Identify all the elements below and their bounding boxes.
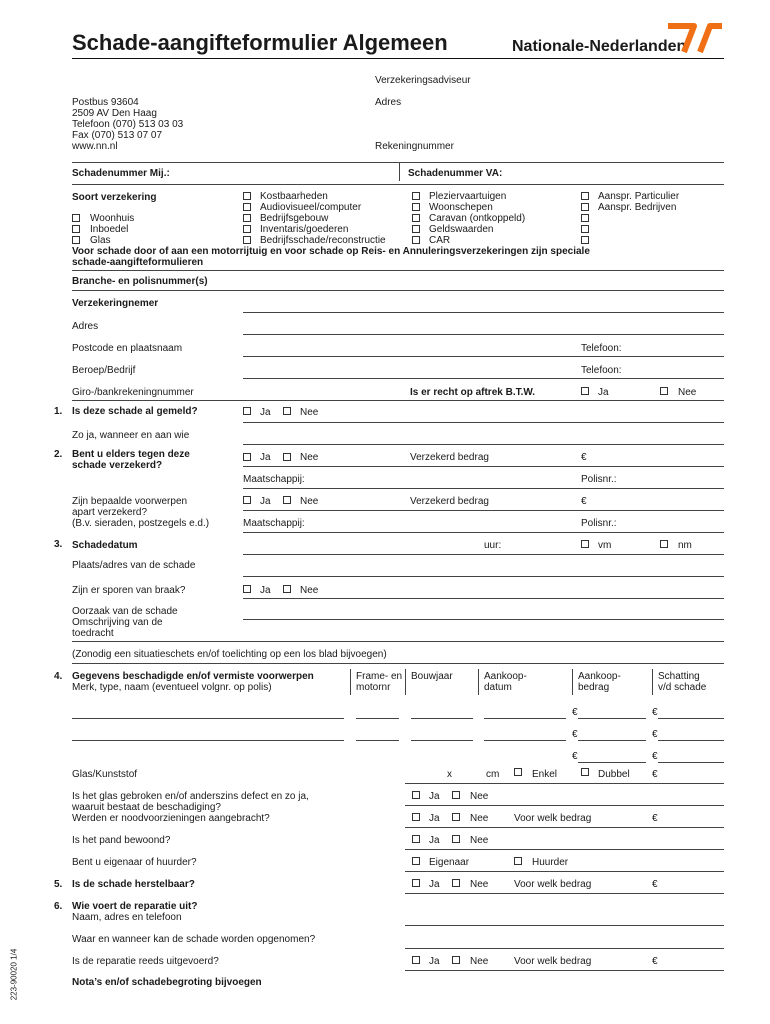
item-line[interactable] (658, 762, 724, 763)
bewoond-nee-checkbox[interactable] (452, 835, 460, 843)
polisnr-label: Polisnr.: (581, 518, 617, 529)
page-title: Schade-aangifteformulier Algemeen (72, 30, 448, 55)
checkbox-caravan[interactable] (412, 214, 420, 222)
euro-sign: € (572, 751, 578, 762)
checkbox-label: Ja (260, 496, 271, 507)
q1-text: Is deze schade al gemeld? (72, 406, 198, 417)
oorzaak-line[interactable] (72, 641, 724, 642)
glas-ja-checkbox[interactable] (412, 791, 420, 799)
plaats-label: Plaats/adres van de schade (72, 560, 196, 571)
x-label: x (447, 769, 452, 780)
beroep-line[interactable] (243, 378, 724, 379)
col-aankoopdatum: Aankoop- datum (484, 671, 527, 693)
item-line[interactable] (356, 718, 399, 719)
huurder-checkbox[interactable] (514, 857, 522, 865)
checkbox-label: Ja (260, 585, 271, 596)
item-line[interactable] (578, 718, 646, 719)
q6-number: 6. (54, 901, 63, 912)
voorwerpen-label: Zijn bepaalde voorwerpen apart verzekerd? (B.v. sieraden, postzegels e.d.) (72, 496, 210, 529)
herstel-nee-checkbox[interactable] (452, 879, 460, 887)
eigenaar-checkbox[interactable] (412, 857, 420, 865)
checkbox-label: Glas (90, 235, 111, 246)
checkbox-label: vm (598, 540, 612, 551)
motor-note: Voor schade door of aan een motorrijtuig en voor schade op Reis- en Annuleringsverzekeringen zijn speciale (72, 246, 590, 257)
checkbox-label: Enkel (532, 769, 558, 780)
bewoond-label: Is het pand bewoond? (72, 835, 171, 846)
checkbox-label: Ja (429, 835, 440, 846)
voor-welk-bedrag-label: Voor welk bedrag (514, 879, 592, 890)
item-line[interactable] (578, 762, 646, 763)
checkbox-label: Inboedel (90, 224, 129, 235)
branche-label: Branche- en polisnummer(s) (72, 276, 208, 287)
voorwerpen-nee-checkbox[interactable] (283, 496, 291, 504)
checkbox-label: Nee (300, 585, 319, 596)
checkbox-geldswaarden[interactable] (412, 225, 420, 233)
q2-number: 2. (54, 449, 63, 460)
item-line[interactable] (72, 718, 344, 719)
address-line: Postbus 93604 (72, 97, 139, 108)
euro-sign: € (581, 496, 587, 507)
checkbox-label: Ja (260, 452, 271, 463)
q2-ja-checkbox[interactable] (243, 453, 251, 461)
herstel-ja-checkbox[interactable] (412, 879, 420, 887)
uitgevoerd-ja-checkbox[interactable] (412, 956, 420, 964)
q2-nee-checkbox[interactable] (283, 453, 291, 461)
nota-label: Nota’s en/of schadebegroting bijvoegen (72, 977, 262, 988)
euro-sign: € (652, 751, 658, 762)
checkbox-label: Nee (470, 879, 489, 890)
q1-when-label: Zo ja, wanneer en aan wie (72, 430, 190, 441)
glas-nee-checkbox[interactable] (452, 791, 460, 799)
checkbox-pleziervaartuigen[interactable] (412, 192, 420, 200)
checkbox-glas[interactable] (72, 236, 80, 244)
q1-number: 1. (54, 406, 63, 417)
euro-sign: € (652, 813, 658, 824)
checkbox-extra-2[interactable] (581, 225, 589, 233)
euro-sign: € (572, 729, 578, 740)
rekeningnummer-label: Rekeningnummer (375, 141, 454, 152)
checkbox-bedrijfsschade[interactable] (243, 236, 251, 244)
glas-label: Glas/Kunststof (72, 769, 138, 780)
waar-label: Waar en wanneer kan de schade worden opgenomen? (72, 934, 316, 945)
item-line[interactable] (658, 740, 724, 741)
uitgevoerd-nee-checkbox[interactable] (452, 956, 460, 964)
checkbox-label: Eigenaar (429, 857, 470, 868)
zonodig-note: (Zonodig een situatieschets en/of toelichting op een los blad bijvoegen) (72, 649, 387, 660)
vm-checkbox[interactable] (581, 540, 589, 548)
verzekerd-bedrag-label: Verzekerd bedrag (410, 496, 489, 507)
nood-nee-checkbox[interactable] (452, 813, 460, 821)
q1-when-line[interactable] (243, 444, 724, 445)
checkbox-inboedel[interactable] (72, 225, 80, 233)
checkbox-label: Bedrijfsgebouw (260, 213, 329, 224)
q5-number: 5. (54, 879, 63, 890)
checkbox-label: Ja (598, 387, 609, 398)
eigenaar-question: Bent u eigenaar of huurder? (72, 857, 197, 868)
euro-sign: € (652, 707, 658, 718)
checkbox-label: Nee (300, 496, 319, 507)
postcode-line[interactable] (243, 356, 724, 357)
checkbox-label: Nee (470, 791, 489, 802)
nm-checkbox[interactable] (660, 540, 668, 548)
checkbox-label: Woonhuis (90, 213, 135, 224)
checkbox-kostbaarheden[interactable] (243, 192, 251, 200)
nn-logo-icon (664, 22, 724, 54)
maatschappij-label: Maatschappij: (243, 518, 305, 529)
checkbox-label: Inventaris/goederen (260, 224, 349, 235)
beroep-label: Beroep/Bedrijf (72, 365, 136, 376)
address-line: 2509 AV Den Haag (72, 108, 157, 119)
adres-line[interactable] (243, 334, 724, 335)
adres-label: Adres (72, 321, 99, 332)
checkbox-label: Ja (429, 879, 440, 890)
checkbox-label: Nee (470, 813, 489, 824)
checkbox-label: Audiovisueel/computer (260, 202, 362, 213)
verzekerd-bedrag-label: Verzekerd bedrag (410, 452, 489, 463)
q4-number: 4. (54, 671, 63, 682)
glas-line[interactable] (405, 783, 724, 784)
checkbox-label: Aanspr. Bedrijven (598, 202, 677, 213)
cm-label: cm (486, 769, 500, 780)
item-line[interactable] (484, 740, 566, 741)
oorzaak-label: Oorzaak van de schade Omschrijving van de toedracht (72, 606, 178, 639)
polisnr-label: Polisnr.: (581, 474, 617, 485)
col-schatting: Schatting v/d schade (658, 671, 707, 693)
voorwerpen-ja-checkbox[interactable] (243, 496, 251, 504)
checkbox-label: Nee (300, 407, 319, 418)
checkbox-label: Kostbaarheden (260, 191, 328, 202)
oorzaak-line[interactable] (243, 619, 724, 620)
address-line: www.nn.nl (72, 141, 118, 152)
side-code: 223-90020 1/4 (9, 948, 19, 1001)
item-line[interactable] (658, 718, 724, 719)
checkbox-label: Ja (429, 813, 440, 824)
reparatie-line[interactable] (405, 925, 724, 926)
checkbox-label: Dubbel (598, 769, 630, 780)
telefoon-label: Telefoon: (581, 343, 622, 354)
checkbox-label: Pleziervaartuigen (429, 191, 507, 202)
checkbox-aanspr-bedrijven[interactable] (581, 203, 589, 211)
checkbox-extra-1[interactable] (581, 214, 589, 222)
euro-sign: € (652, 769, 658, 780)
q1-ja-checkbox[interactable] (243, 407, 251, 415)
checkbox-label: Ja (429, 791, 440, 802)
item-line[interactable] (356, 740, 399, 741)
col-aankoopbedrag: Aankoop- bedrag (578, 671, 621, 693)
checkbox-label: Woonschepen (429, 202, 493, 213)
maatschappij-label: Maatschappij: (243, 474, 305, 485)
schadenummer-mij: Schadenummer Mij.: (72, 168, 170, 179)
checkbox-woonschepen[interactable] (412, 203, 420, 211)
postcode-label: Postcode en plaatsnaam (72, 343, 183, 354)
item-line[interactable] (484, 718, 566, 719)
euro-sign: € (572, 707, 578, 718)
euro-sign: € (652, 879, 658, 890)
item-line[interactable] (578, 740, 646, 741)
schadenummer-va: Schadenummer VA: (408, 168, 503, 179)
q3-number: 3. (54, 539, 63, 550)
adres-header-label: Adres (375, 97, 402, 108)
checkbox-label: Nee (678, 387, 697, 398)
item-line[interactable] (411, 718, 473, 719)
glas-question: Is het glas gebroken en/of anderszins defect en zo ja, waaruit bestaat de beschadiging? Werden er noodvoorzieningen aangebracht? (72, 791, 309, 824)
checkbox-label: Geldswaarden (429, 224, 494, 235)
q2-text: Bent u elders tegen deze schade verzekerd? (72, 449, 190, 471)
plaats-line[interactable] (243, 576, 724, 577)
voor-welk-bedrag-label: Voor welk bedrag (514, 956, 592, 967)
giro-label: Giro-/bankrekeningnummer (72, 387, 194, 398)
q6-naam: Naam, adres en telefoon (72, 912, 182, 923)
q4-text: Gegevens beschadigde en/of vermiste voorwerpen (72, 671, 314, 682)
braak-ja-checkbox[interactable] (243, 585, 251, 593)
address-line: Telefoon (070) 513 03 03 (72, 119, 184, 130)
checkbox-label: Ja (260, 407, 271, 418)
checkbox-woonhuis[interactable] (72, 214, 80, 222)
checkbox-label: Bedrijfsschade/reconstructie (260, 235, 386, 246)
address-line: Fax (070) 513 07 07 (72, 130, 163, 141)
checkbox-label: Nee (300, 452, 319, 463)
checkbox-bedrijfsgebouw[interactable] (243, 214, 251, 222)
col-frame: Frame- en motornr (356, 671, 403, 693)
adviseur-label: Verzekeringsadviseur (375, 75, 471, 86)
checkbox-label: nm (678, 540, 692, 551)
verzekeringnemer-title: Verzekeringnemer (72, 298, 159, 309)
checkbox-car[interactable] (412, 236, 420, 244)
q4-sub: Merk, type, naam (eventueel volgnr. op polis) (72, 682, 272, 693)
checkbox-audiovisueel[interactable] (243, 203, 251, 211)
uitgevoerd-label: Is de reparatie reeds uitgevoerd? (72, 956, 219, 967)
btw-nee-checkbox[interactable] (660, 387, 668, 395)
checkbox-label: Nee (470, 835, 489, 846)
uur-label: uur: (484, 540, 502, 551)
col-bouwjaar: Bouwjaar (411, 671, 453, 682)
dubbel-checkbox[interactable] (581, 768, 589, 776)
telefoon-label: Telefoon: (581, 365, 622, 376)
braak-nee-checkbox[interactable] (283, 585, 291, 593)
schadedatum-line[interactable] (243, 554, 724, 555)
euro-sign: € (652, 729, 658, 740)
btw-ja-checkbox[interactable] (581, 387, 589, 395)
waar-line[interactable] (405, 948, 724, 949)
q5-text: Is de schade herstelbaar? (72, 879, 195, 890)
enkel-checkbox[interactable] (514, 768, 522, 776)
q6-text: Wie voert de reparatie uit? (72, 901, 198, 912)
soort-label: Soort verzekering (72, 192, 157, 203)
checkbox-extra-3[interactable] (581, 236, 589, 244)
euro-sign: € (652, 956, 658, 967)
checkbox-aanspr-particulier[interactable] (581, 192, 589, 200)
bewoond-ja-checkbox[interactable] (412, 835, 420, 843)
euro-sign: € (581, 452, 587, 463)
btw-label: Is er recht op aftrek B.T.W. (410, 387, 536, 398)
voor-welk-bedrag-label: Voor welk bedrag (514, 813, 592, 824)
item-line[interactable] (411, 740, 473, 741)
brand-name: Nationale-Nederlanden (512, 38, 687, 55)
checkbox-label: Caravan (ontkoppeld) (429, 213, 526, 224)
checkbox-label: Aanspr. Particulier (598, 191, 680, 202)
q3-text: Schadedatum (72, 540, 138, 551)
q1-nee-checkbox[interactable] (283, 407, 291, 415)
checkbox-label: CAR (429, 235, 451, 246)
nood-ja-checkbox[interactable] (412, 813, 420, 821)
verzekeringnemer-line[interactable] (243, 312, 724, 313)
checkbox-label: Huurder (532, 857, 569, 868)
checkbox-label: Ja (429, 956, 440, 967)
item-line[interactable] (72, 740, 344, 741)
checkbox-label: Nee (470, 956, 489, 967)
braak-label: Zijn er sporen van braak? (72, 585, 186, 596)
checkbox-inventaris[interactable] (243, 225, 251, 233)
motor-note-2: schade-aangifteformulieren (72, 257, 204, 268)
